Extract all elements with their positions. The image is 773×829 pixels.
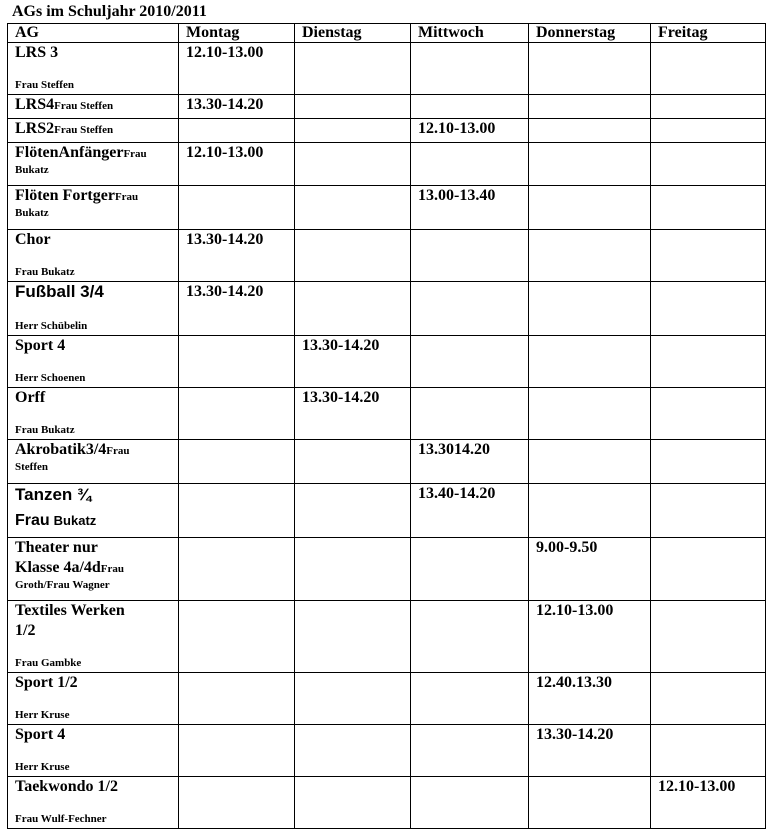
ag-tutor: Frau Gambke: [15, 657, 82, 669]
ag-cell: [8, 388, 179, 440]
time-cell: 12.10-13.00: [411, 119, 529, 143]
time-cell: [651, 336, 766, 388]
ag-tutor-cont: Groth/Frau Wagner: [15, 579, 110, 591]
time-cell: 12.10-13.00: [651, 777, 766, 829]
table-row: [8, 336, 766, 388]
time-cell: [295, 777, 411, 829]
ag-tutor-cont: Steffen: [15, 461, 48, 473]
time-cell: [651, 119, 766, 143]
time-cell: [651, 725, 766, 777]
ag-tutor: Frau Steffen: [54, 124, 114, 136]
time-cell: [179, 440, 295, 484]
table-row: [8, 725, 766, 777]
time-cell: [651, 186, 766, 230]
ag-cell: [8, 725, 179, 777]
ag-name: Flöten Fortger: [15, 187, 115, 204]
ag-name: Orff: [15, 389, 46, 406]
ag-cell: [8, 440, 179, 484]
ag-cell: [8, 538, 179, 601]
time-cell: [179, 601, 295, 673]
ag-name: Theater nur: [15, 539, 98, 556]
time-cell: [411, 230, 529, 282]
ag-name-cont: Klasse 4a/4d: [15, 559, 101, 576]
ag-name: Textiles Werken: [15, 602, 125, 619]
table-row: [8, 282, 766, 336]
table-row: [8, 230, 766, 282]
column-header: Dienstag: [295, 24, 411, 43]
time-cell: [411, 143, 529, 186]
time-cell: [529, 777, 651, 829]
time-cell: [411, 777, 529, 829]
time-cell: [411, 601, 529, 673]
ag-tutor: Herr Schübelin: [15, 320, 88, 332]
time-cell: 13.30-14.20: [179, 230, 295, 282]
time-cell: [179, 186, 295, 230]
ag-name: Taekwondo 1/2: [15, 778, 118, 795]
time-cell: [295, 95, 411, 119]
ag-tutor: Frau Bukatz: [15, 266, 75, 278]
table-row: [8, 388, 766, 440]
ag-name: LRS4: [15, 96, 55, 113]
time-cell: 12.40.13.30: [529, 673, 651, 725]
ag-tutor: Frau Bukatz: [15, 424, 75, 436]
time-cell: [295, 725, 411, 777]
time-cell: [411, 673, 529, 725]
time-cell: [295, 230, 411, 282]
time-cell: [179, 484, 295, 538]
table-row: [8, 143, 766, 186]
ag-cell: [8, 119, 179, 143]
time-cell: [651, 230, 766, 282]
ag-tutor-cont: Bukatz: [15, 164, 49, 176]
time-cell: [651, 484, 766, 538]
time-cell: [529, 388, 651, 440]
ag-name: LRS2: [15, 120, 55, 137]
time-cell: [529, 484, 651, 538]
table-row: [8, 186, 766, 230]
column-header: Donnerstag: [529, 24, 651, 43]
time-cell: [179, 538, 295, 601]
time-cell: [179, 388, 295, 440]
ag-tutor: Frau: [123, 148, 147, 160]
table-row: [8, 43, 766, 95]
time-cell: [651, 143, 766, 186]
ag-name: Chor: [15, 231, 51, 248]
time-cell: [295, 484, 411, 538]
ag-tutor: Frau Steffen: [15, 79, 74, 91]
ag-name: Akrobatik3/4: [15, 441, 107, 458]
time-cell: [179, 119, 295, 143]
ag-name: LRS 3: [15, 44, 59, 61]
time-cell: [295, 119, 411, 143]
time-cell: [651, 673, 766, 725]
ag-name-cont: 1/2: [15, 622, 36, 639]
time-cell: [295, 673, 411, 725]
time-cell: 12.10-13.00: [179, 143, 295, 186]
time-cell: 13.40-14.20: [411, 484, 529, 538]
time-cell: [179, 777, 295, 829]
time-cell: [179, 336, 295, 388]
time-cell: [411, 336, 529, 388]
ag-cell: [8, 43, 179, 95]
column-header: Montag: [179, 24, 295, 43]
time-cell: [295, 43, 411, 95]
table-row: [8, 119, 766, 143]
ag-tutor-title: Frau: [15, 512, 50, 529]
time-cell: [529, 336, 651, 388]
time-cell: [179, 673, 295, 725]
time-cell: 13.30-14.20: [179, 95, 295, 119]
time-cell: [295, 440, 411, 484]
time-cell: 12.10-13.00: [529, 601, 651, 673]
page-title: AGs im Schuljahr 2010/2011: [12, 3, 207, 20]
ag-cell: [8, 484, 179, 538]
table-row: [8, 484, 766, 538]
ag-tutor: Herr Kruse: [15, 761, 70, 773]
table-row: [8, 673, 766, 725]
time-cell: [529, 282, 651, 336]
time-cell: [295, 282, 411, 336]
ag-tutor: Frau: [100, 563, 125, 575]
time-cell: [295, 538, 411, 601]
ag-name: Sport 4: [15, 726, 66, 743]
time-cell: 13.3014.20: [411, 440, 529, 484]
ag-cell: [8, 186, 179, 230]
column-header: Freitag: [651, 24, 766, 43]
ag-tutor: Frau Steffen: [54, 100, 114, 112]
time-cell: [529, 43, 651, 95]
time-cell: 13.30-14.20: [529, 725, 651, 777]
ag-tutor: Frau: [114, 191, 139, 203]
time-cell: [295, 143, 411, 186]
time-cell: [651, 388, 766, 440]
time-cell: [529, 143, 651, 186]
ag-cell: [8, 282, 179, 336]
time-cell: [529, 186, 651, 230]
ag-tutor: Herr Kruse: [15, 709, 70, 721]
ag-name: Fußball 3/4: [15, 282, 104, 301]
time-cell: [411, 725, 529, 777]
table-row: [8, 440, 766, 484]
time-cell: 13.30-14.20: [295, 388, 411, 440]
time-cell: [651, 95, 766, 119]
time-cell: [651, 538, 766, 601]
ag-tutor-cont: Bukatz: [15, 207, 49, 219]
table-row: [8, 777, 766, 829]
table-row: [8, 601, 766, 673]
time-cell: 13.30-14.20: [179, 282, 295, 336]
ag-cell: [8, 777, 179, 829]
ag-cell: [8, 95, 179, 119]
column-header: AG: [8, 24, 179, 43]
ag-tutor: Bukatz: [53, 513, 97, 528]
time-cell: [651, 601, 766, 673]
time-cell: [295, 601, 411, 673]
time-cell: 13.00-13.40: [411, 186, 529, 230]
time-cell: [295, 186, 411, 230]
time-cell: [411, 538, 529, 601]
time-cell: 12.10-13.00: [179, 43, 295, 95]
ag-name: Tanzen ¾: [15, 485, 92, 504]
ag-cell: [8, 601, 179, 673]
ag-tutor: Frau: [106, 445, 130, 457]
column-header: Mittwoch: [411, 24, 529, 43]
time-cell: 9.00-9.50: [529, 538, 651, 601]
time-cell: [411, 95, 529, 119]
table-row: [8, 538, 766, 601]
time-cell: [651, 43, 766, 95]
ag-cell: [8, 230, 179, 282]
time-cell: 13.30-14.20: [295, 336, 411, 388]
ag-cell: [8, 673, 179, 725]
time-cell: [411, 388, 529, 440]
time-cell: [529, 119, 651, 143]
ag-cell: [8, 143, 179, 186]
ag-name: Sport 1/2: [15, 674, 78, 691]
ag-tutor: Herr Schoenen: [15, 372, 86, 384]
ag-tutor: Frau Wulf-Fechner: [15, 813, 107, 825]
ag-name: FlötenAnfänger: [15, 144, 124, 161]
table-row: [8, 95, 766, 119]
schedule-table: [7, 23, 766, 829]
header-row: [8, 24, 766, 43]
time-cell: [651, 282, 766, 336]
time-cell: [411, 282, 529, 336]
time-cell: [179, 725, 295, 777]
time-cell: [651, 440, 766, 484]
time-cell: [529, 95, 651, 119]
ag-cell: [8, 336, 179, 388]
time-cell: [411, 43, 529, 95]
time-cell: [529, 440, 651, 484]
time-cell: [529, 230, 651, 282]
ag-name: Sport 4: [15, 337, 66, 354]
